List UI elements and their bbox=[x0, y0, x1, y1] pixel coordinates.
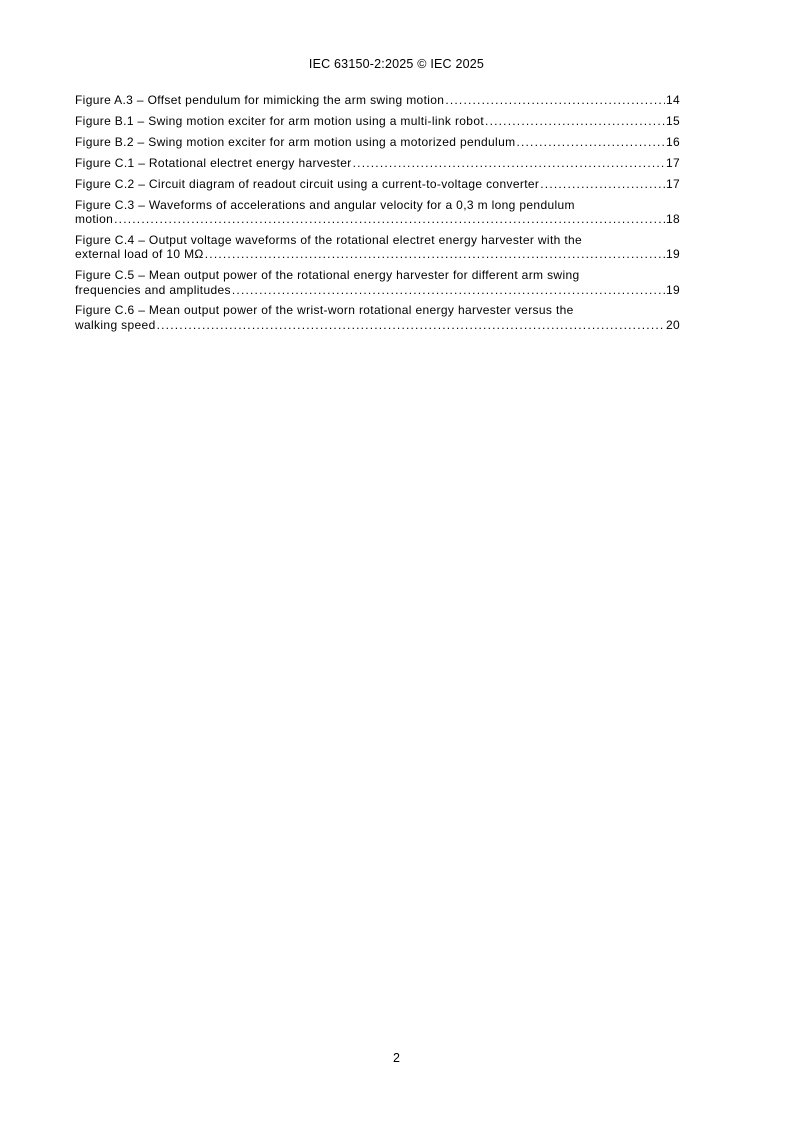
toc-entry[interactable] bbox=[75, 198, 680, 227]
dot-leader bbox=[114, 212, 665, 226]
toc-entry-page: 19 bbox=[665, 247, 680, 262]
list-of-figures bbox=[75, 93, 680, 339]
dot-leader bbox=[540, 177, 665, 191]
dot-leader bbox=[516, 135, 664, 149]
toc-entry[interactable] bbox=[75, 93, 680, 107]
page-number: 2 bbox=[393, 1051, 400, 1065]
toc-entry-title: Figure A.3 – Offset pendulum for mimicking the arm swing motion bbox=[75, 93, 445, 107]
dot-leader bbox=[445, 93, 665, 107]
toc-entry-title: Figure C.3 – Waveforms of accelerations and angular velocity for a 0,3 m long pendulum bbox=[75, 197, 575, 212]
toc-entry-page: 18 bbox=[665, 211, 680, 226]
toc-entry-title: Figure C.5 – Mean output power of the rotational energy harvester for different arm swing bbox=[75, 268, 580, 283]
toc-entry[interactable] bbox=[75, 268, 680, 297]
toc-entry[interactable] bbox=[75, 303, 680, 332]
toc-entry-title-continued: walking speed bbox=[75, 317, 156, 332]
page-footer bbox=[0, 1050, 793, 1066]
toc-entry-page: 17 bbox=[665, 155, 680, 170]
toc-entry-page: 17 bbox=[665, 176, 680, 191]
document-title: IEC 63150-2:2025 © IEC 2025 bbox=[308, 57, 485, 71]
page-header bbox=[0, 56, 793, 72]
toc-entry-page: 15 bbox=[665, 113, 680, 128]
toc-entry-title: Figure C.2 – Circuit diagram of readout circuit using a current-to-voltage converter bbox=[75, 176, 540, 191]
toc-entry[interactable] bbox=[75, 114, 680, 128]
toc-entry-title-continued: frequencies and amplitudes bbox=[75, 282, 231, 297]
toc-entry-title: Figure C.4 – Output voltage waveforms of the rotational electret energy harvester with the bbox=[75, 232, 583, 247]
toc-entry-page: 19 bbox=[665, 282, 680, 297]
toc-entry-title: Figure C.1 – Rotational electret energy harvester bbox=[75, 155, 352, 170]
toc-entry[interactable] bbox=[75, 177, 680, 191]
toc-entry-title: Figure B.2 – Swing motion exciter for arm motion using a motorized pendulum bbox=[75, 134, 516, 149]
dot-leader bbox=[205, 247, 665, 261]
dot-leader bbox=[157, 318, 665, 332]
toc-entry-page: 20 bbox=[665, 317, 680, 332]
toc-entry-title-continued: motion bbox=[75, 211, 114, 226]
dot-leader bbox=[353, 156, 665, 170]
toc-entry-title-continued: external load of 10 MΩ bbox=[75, 247, 204, 262]
toc-entry-page: 16 bbox=[665, 134, 680, 149]
toc-entry[interactable] bbox=[75, 135, 680, 149]
toc-entry-title: Figure C.6 – Mean output power of the wrist-worn rotational energy harvester versus the bbox=[75, 303, 574, 318]
dot-leader bbox=[232, 283, 665, 297]
toc-entry[interactable] bbox=[75, 233, 680, 262]
toc-entry[interactable] bbox=[75, 156, 680, 170]
toc-entry-title: Figure B.1 – Swing motion exciter for arm motion using a multi-link robot bbox=[75, 113, 485, 128]
dot-leader bbox=[485, 114, 665, 128]
toc-entry-page: 14 bbox=[665, 93, 680, 107]
